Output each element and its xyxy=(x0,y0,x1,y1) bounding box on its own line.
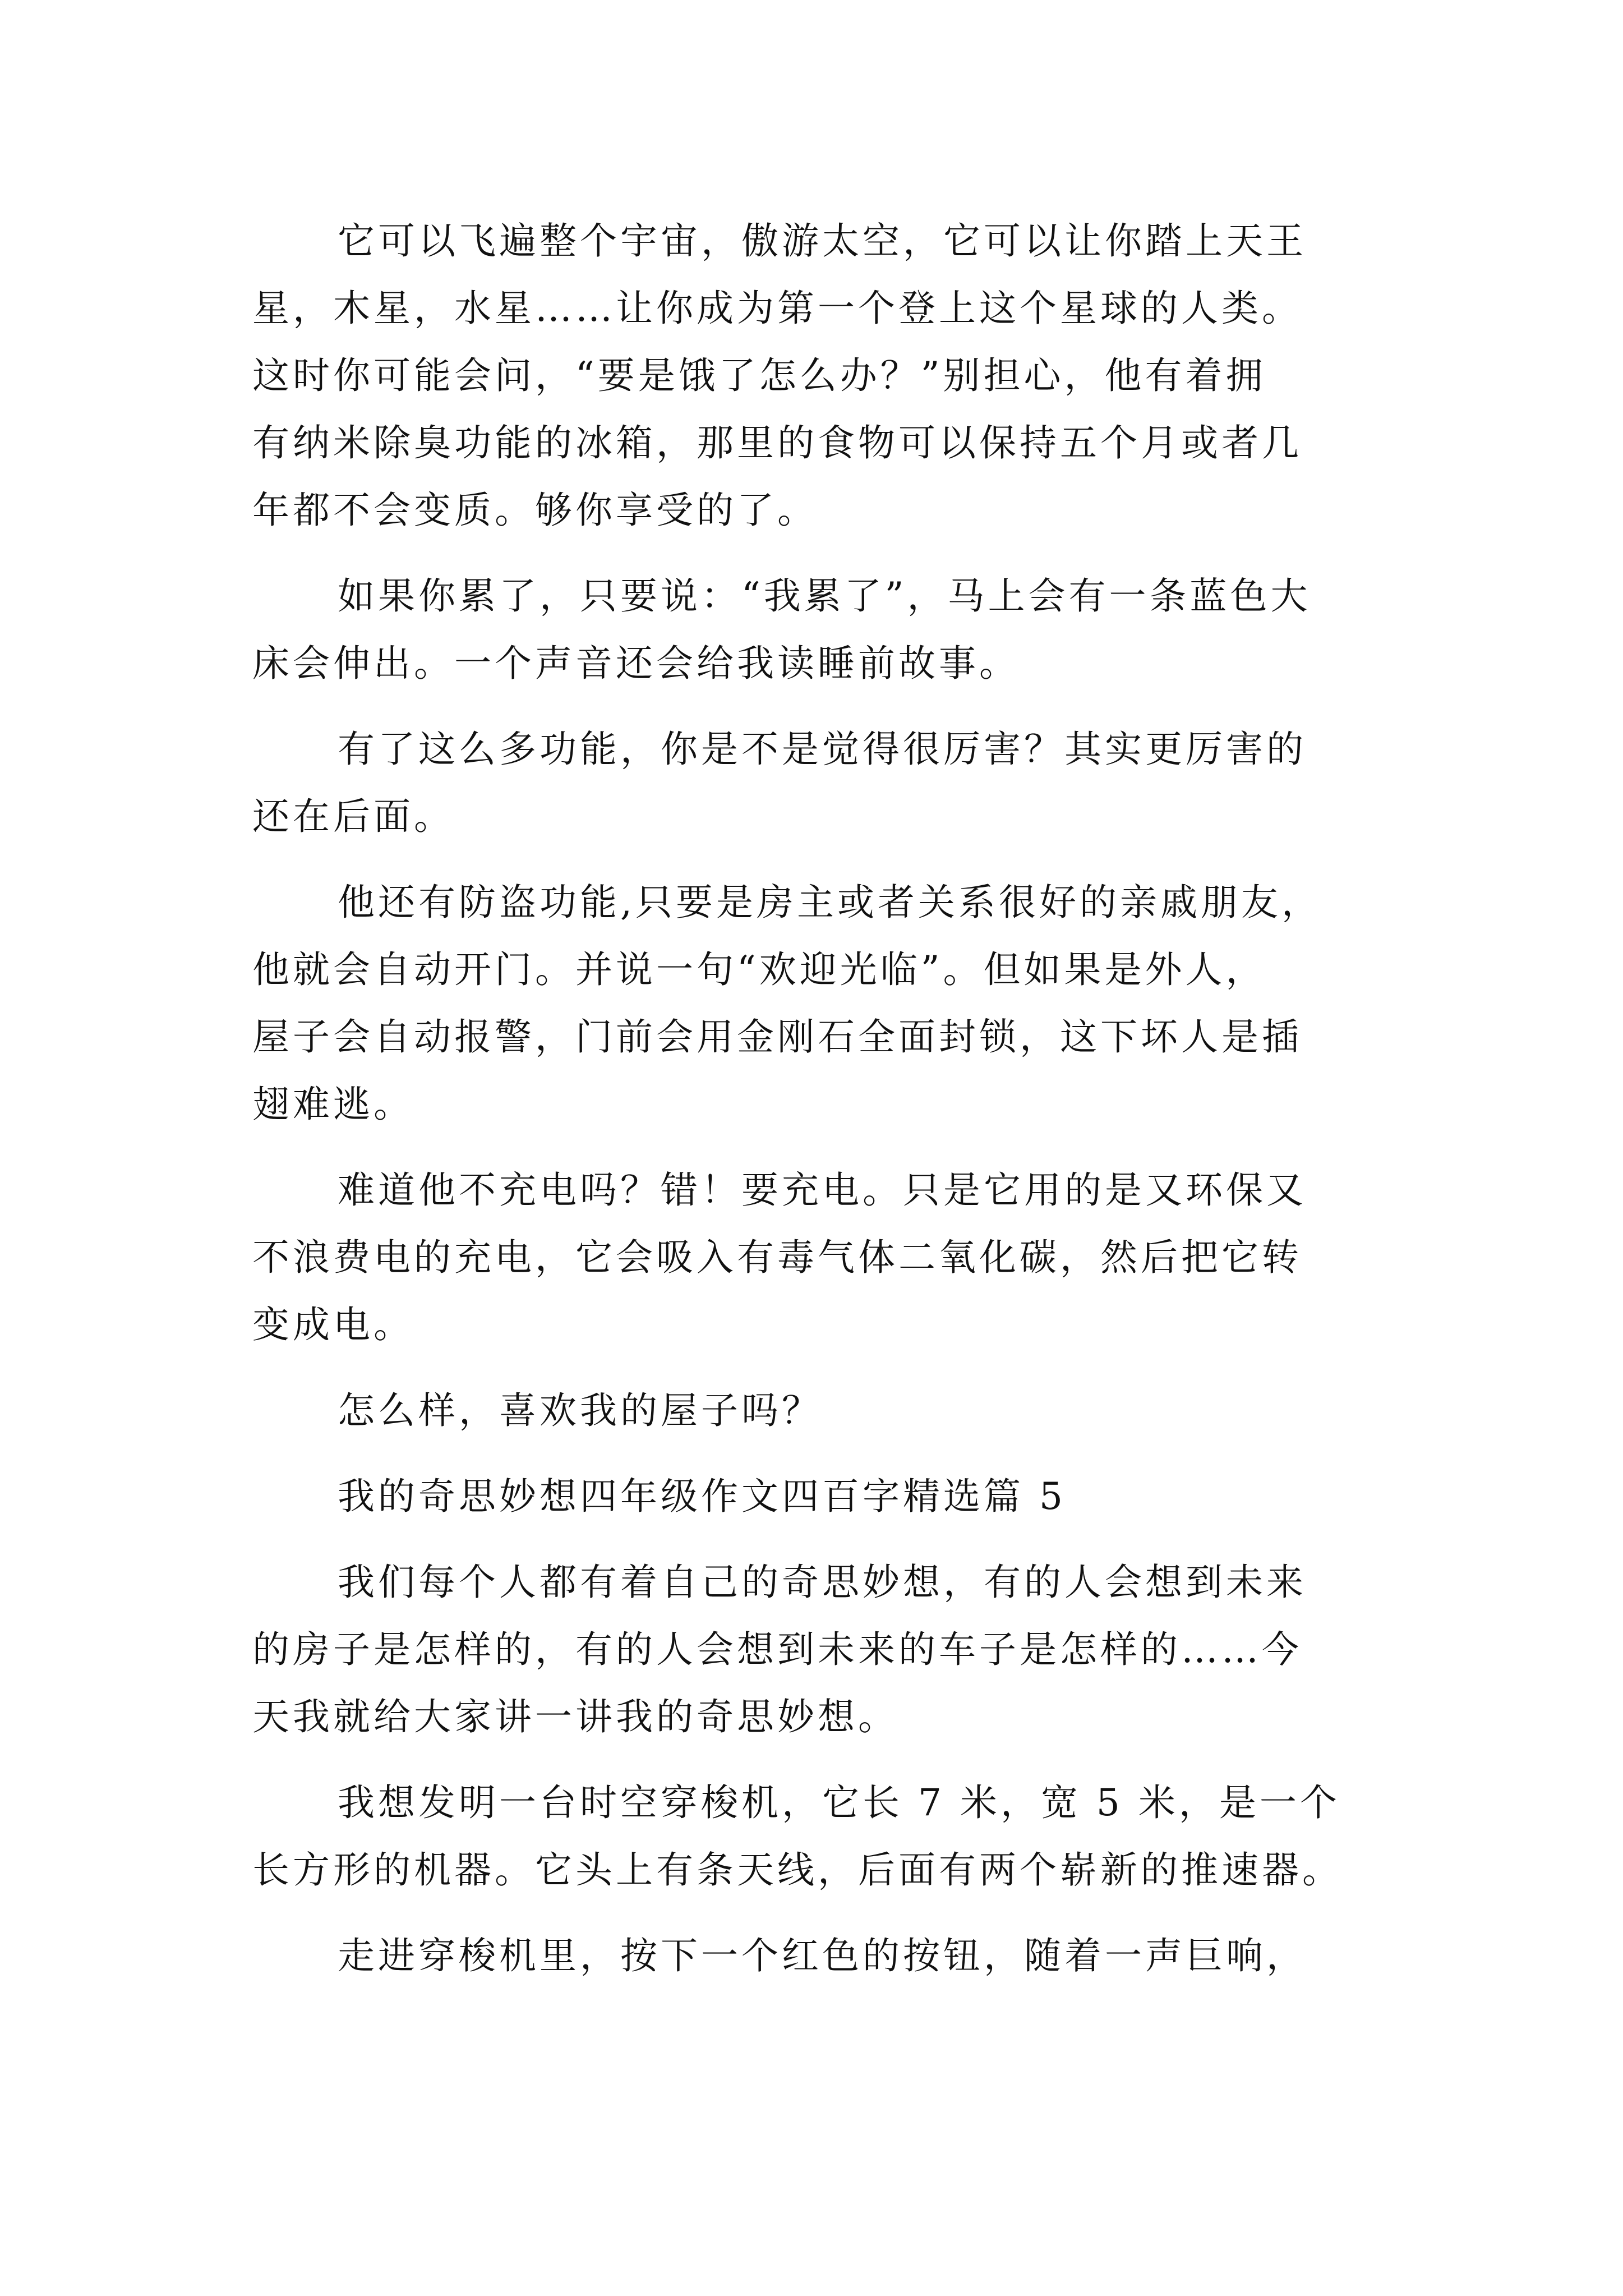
text-line: 难道他不充电吗？错！要充电。只是它用的是又环保又 xyxy=(338,1168,1307,1212)
text-line: 怎么样，喜欢我的屋子吗？ xyxy=(338,1389,822,1432)
paragraph xyxy=(252,1157,1396,1359)
text-line: 它可以飞遍整个宇宙，傲游太空，它可以让你踏上天王 xyxy=(338,219,1307,263)
paragraph xyxy=(252,716,1396,850)
text-line: 屋子会自动报警，门前会用金刚石全面封锁，这下坏人是插 xyxy=(252,1015,1302,1059)
paragraph xyxy=(252,1922,1396,1990)
paragraph xyxy=(252,1377,1396,1444)
paragraph xyxy=(252,1549,1396,1751)
text-line: 的房子是怎样的，有的人会想到未来的车子是怎样的……今 xyxy=(252,1628,1302,1671)
text-line: 天我就给大家讲一讲我的奇思妙想。 xyxy=(252,1695,898,1738)
text-line: 我们每个人都有着自己的奇思妙想，有的人会想到未来 xyxy=(338,1561,1307,1604)
paragraph xyxy=(252,563,1396,697)
text-line: 不浪费电的充电，它会吸入有毒气体二氧化碳，然后把它转 xyxy=(252,1236,1302,1279)
document-body xyxy=(252,208,1396,2008)
paragraph xyxy=(252,1463,1396,1530)
text-line: 长方形的机器。它头上有条天线，后面有两个崭新的推速器。 xyxy=(252,1848,1343,1892)
text-line: 床会伸出。一个声音还会给我读睡前故事。 xyxy=(252,642,1020,685)
text-line: 星，木星，水星……让你成为第一个登上这个星球的人类。 xyxy=(252,287,1302,330)
text-line: 他还有防盗功能,只要是房主或者关系很好的亲戚朋友， xyxy=(338,881,1322,924)
text-line: 变成电。 xyxy=(252,1303,414,1346)
text-line: 有了这么多功能，你是不是觉得很厉害？其实更厉害的 xyxy=(338,728,1307,771)
text-line: 他就会自动开门。并说一句“欢迎光临”。但如果是外人， xyxy=(252,948,1266,991)
text-line: 还在后面。 xyxy=(252,795,454,838)
paragraph xyxy=(252,1769,1396,1904)
text-line: 翅难逃。 xyxy=(252,1083,414,1126)
paragraph xyxy=(252,869,1396,1138)
text-line: 这时你可能会问，“要是饿了怎么办？”别担心，他有着拥 xyxy=(252,354,1266,397)
text-line: 走进穿梭机里，按下一个红色的按钮，随着一声巨响， xyxy=(338,1934,1307,1977)
text-line: 我想发明一台时空穿梭机，它长 7 米，宽 5 米，是一个 xyxy=(338,1781,1340,1824)
text-line: 我的奇思妙想四年级作文四百字精选篇 5 xyxy=(338,1475,1066,1518)
text-line: 有纳米除臭功能的冰箱，那里的食物可以保持五个月或者几 xyxy=(252,421,1302,464)
text-line: 如果你累了，只要说：“我累了”，马上会有一条蓝色大 xyxy=(338,574,1311,618)
paragraph xyxy=(252,208,1396,544)
text-line: 年都不会变质。够你享受的了。 xyxy=(252,489,818,532)
